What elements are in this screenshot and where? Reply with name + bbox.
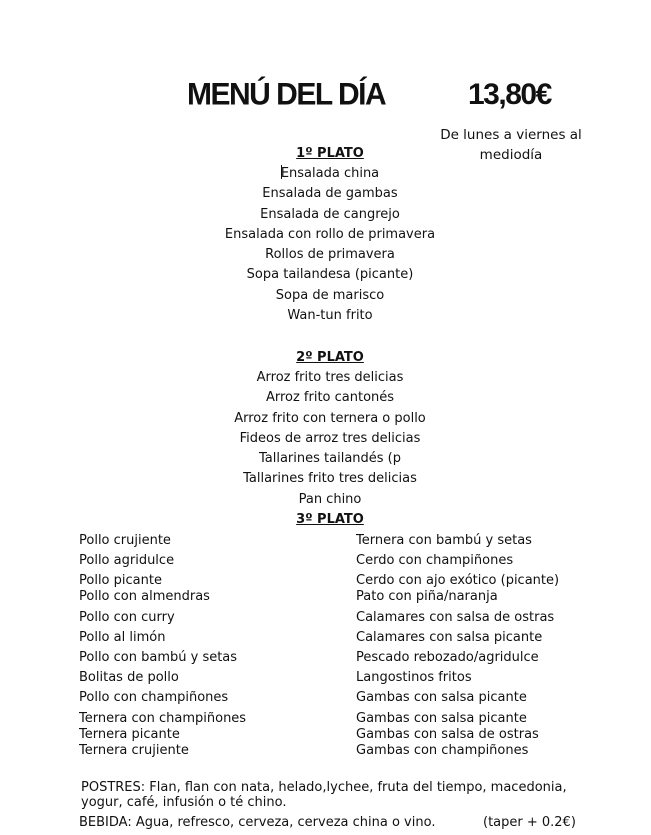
third-course-item[interactable]: Bolitas de pollo [79, 670, 179, 685]
first-course-item[interactable] [130, 164, 530, 184]
takeaway-note: (taper + 0.2€) [483, 815, 576, 830]
first-course-item[interactable]: Wan-tun frito [287, 308, 373, 324]
third-course-item[interactable]: Gambas con salsa picante [356, 711, 527, 726]
third-course-item[interactable]: Gambas con champiñones [356, 743, 529, 758]
third-course-item[interactable]: Ternera con bambú y setas [356, 533, 532, 548]
first-course-heading: 1º PLATO [296, 146, 364, 161]
third-course-item[interactable]: Cerdo con champiñones [356, 553, 514, 568]
first-course-section [130, 144, 530, 326]
third-course-item[interactable]: Cerdo con ajo exótico (picante) [356, 573, 560, 588]
first-course-item[interactable]: Sopa de marisco [275, 287, 385, 303]
third-course-item[interactable]: Pollo agridulce [79, 553, 175, 568]
second-course-item[interactable]: Tallarines frito tres delicias [243, 471, 417, 487]
desserts-line: POSTRES: Flan, flan con nata, helado,lychee, fruta del tiempo, macedonia, yogur, café, infusión o té chino. [81, 780, 567, 810]
third-course-item[interactable]: Pollo al limón [79, 630, 166, 645]
third-course-item[interactable]: Pescado rebozado/agridulce [356, 650, 539, 665]
price-note: De lunes a viernes al mediodía [440, 127, 582, 163]
first-course-item[interactable]: Sopa tailandesa (picante) [246, 267, 414, 283]
first-course-item[interactable]: Ensalada con rollo de primavera [224, 226, 436, 242]
first-course-item[interactable]: Ensalada de gambas [262, 186, 398, 202]
third-course-item[interactable]: Pato con piña/naranja [356, 589, 498, 604]
second-course-section [130, 348, 530, 530]
menu-title: MENÚ DEL DÍA [187, 77, 386, 112]
third-course-item[interactable]: Gambas con salsa de ostras [356, 727, 539, 742]
second-course-heading: 2º PLATO [296, 350, 364, 365]
third-course-item[interactable]: Calamares con salsa de ostras [356, 610, 555, 625]
first-course-item[interactable]: Rollos de primavera [265, 247, 395, 263]
second-course-item[interactable]: Pan chino [298, 491, 362, 507]
first-course-item[interactable]: Ensalada de cangrejo [260, 206, 400, 222]
menu-price: 13,80€ [468, 78, 551, 111]
third-course-item[interactable]: Pollo crujiente [79, 533, 171, 548]
third-course-item[interactable]: Ternera con champiñones [79, 711, 247, 726]
first-course-item-label: Ensalada china [280, 166, 380, 181]
third-course-item[interactable]: Langostinos fritos [356, 670, 472, 685]
third-course-item[interactable]: Pollo con almendras [79, 589, 210, 604]
second-course-item[interactable]: Tallarines tailandés (p [258, 451, 402, 467]
drinks-label: BEBIDA: Agua, refresco, cerveza, cerveza china o vino. [79, 815, 436, 830]
third-course-item[interactable]: Pollo con curry [79, 610, 175, 625]
third-course-item[interactable]: Ternera picante [79, 727, 180, 742]
third-course-item[interactable]: Pollo con bambú y setas [79, 650, 238, 665]
third-course-item[interactable]: Gambas con salsa picante [356, 690, 527, 705]
second-course-item[interactable]: Arroz frito cantonés [265, 390, 395, 406]
second-course-item[interactable]: Arroz frito con ternera o pollo [234, 410, 426, 426]
third-course-item[interactable]: Calamares con salsa picante [356, 630, 543, 645]
third-course-item[interactable]: Pollo con champiñones [79, 690, 229, 705]
third-course-item[interactable]: Pollo picante [79, 573, 162, 588]
second-course-item[interactable]: Arroz frito tres delicias [256, 370, 404, 385]
drinks-line [79, 815, 599, 830]
third-course-item[interactable]: Ternera crujiente [79, 743, 189, 758]
third-course-heading: 3º PLATO [296, 512, 364, 528]
second-course-item[interactable]: Fideos de arroz tres delicias [239, 430, 421, 446]
